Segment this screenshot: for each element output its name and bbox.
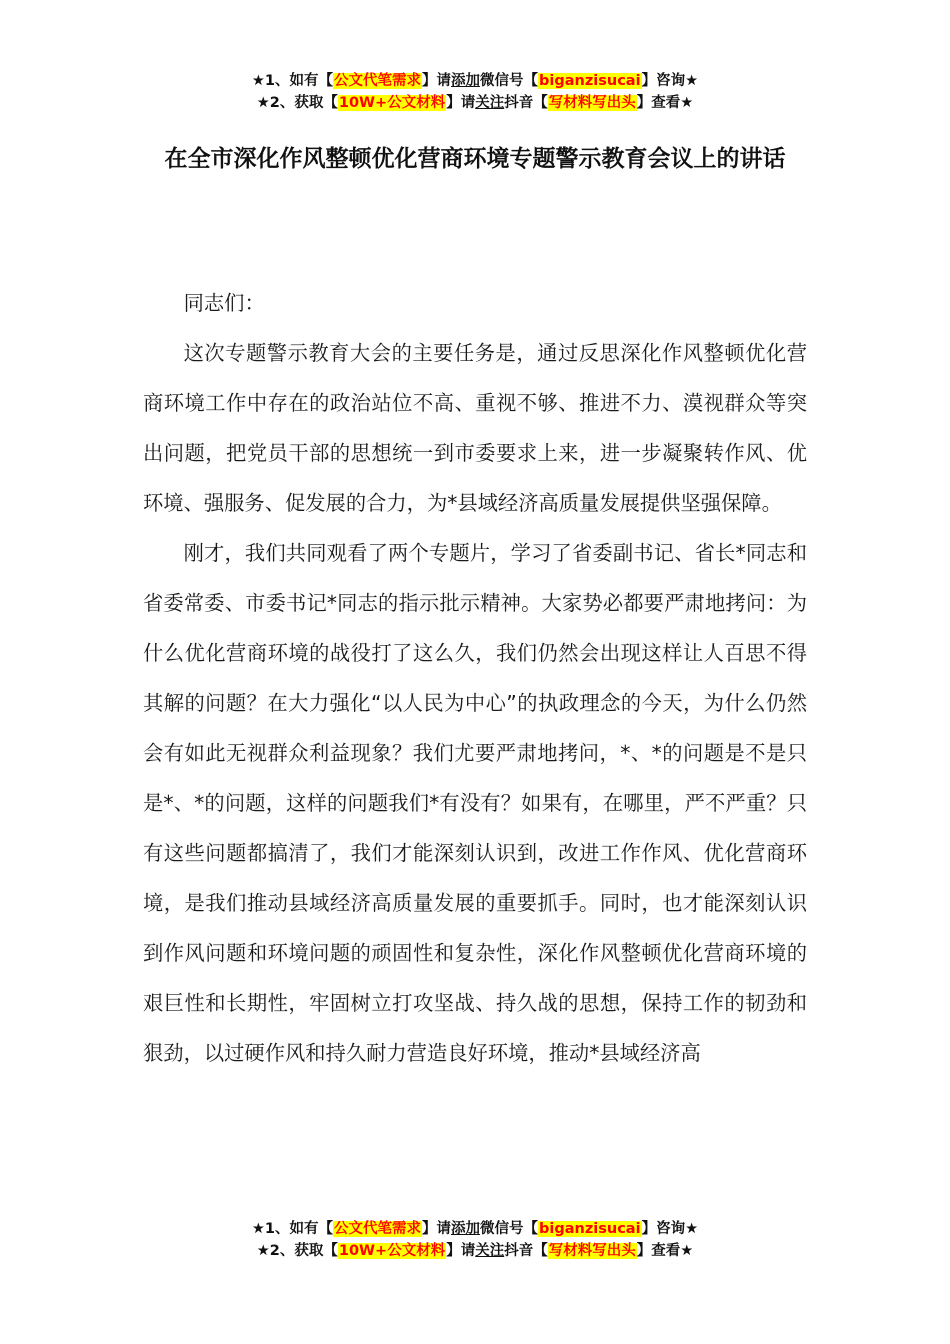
promo-douyin-id: 写材料写出头 <box>548 1243 636 1259</box>
paragraph: 这次专题警示教育大会的主要任务是，通过反思深化作风整顿优化营商环境工作中存在的政治站位不高、重视不够、推进不力、漠视群众等突出问题，把党员干部的思想统一到市委要求上来，进一步凝聚转作风、优环境、强服务、促发展的合力，为*县域经济高质量发展提供坚强保障。 <box>143 341 807 515</box>
promo-line-1: ★1、如有【公文代笔需求】请添加微信号【biganzisucai】咨询★ <box>251 73 699 89</box>
promo-douyin-id: 写材料写出头 <box>548 95 636 111</box>
promo-line-2: ★2、获取【10W+公文材料】请关注抖音【写材料写出头】查看★ <box>256 95 694 111</box>
paragraph: 刚才，我们共同观看了两个专题片，学习了省委副书记、省长*同志和省委常委、市委书记*同志的指示批示精神。大家势必都要严肃地拷问：为什么优化营商环境的战役打了这么久，我们仍然会出现这样让人百思不得其解的问题？在大力强化“以人民为中心”的执政理念的今天，为什么仍然会有如此无视群众利益现象？我们尤要严肃地拷问，*、*的问题是不是只是*、*的问题，这样的问题我们*有没有？如果有，在哪里，严不严重？只有这些问题都搞清了，我们才能深刻认识到，改进工作作风、优化营商环境，是我们推动县域经济高质量发展的重要抓手。同时，也才能深刻认识到作风问题和环境问题的顽固性和复杂性，深化作风整顿优化营商环境的艰巨性和长期性，牢固树立打攻坚战、持久战的思想，保持工作的韧劲和狠劲，以过硬作风和持久耐力营造良好环境，推动*县域经济高 <box>143 541 807 1065</box>
promo-wechat-id: biganzisucai <box>539 1221 641 1237</box>
promo-highlight: 10W+公文材料 <box>338 95 446 111</box>
promo-highlight: 公文代笔需求 <box>334 73 422 89</box>
document-body <box>143 278 807 1078</box>
promo-highlight: 10W+公文材料 <box>338 1243 446 1259</box>
promo-wechat-id: biganzisucai <box>539 73 641 89</box>
salutation: 同志们： <box>183 291 265 315</box>
document-title: 在全市深化作风整顿优化营商环境专题警示教育会议上的讲话 <box>164 146 786 172</box>
promo-highlight: 公文代笔需求 <box>334 1221 422 1237</box>
promo-footer <box>0 1218 950 1262</box>
promo-line-2: ★2、获取【10W+公文材料】请关注抖音【写材料写出头】查看★ <box>256 1243 694 1259</box>
promo-header <box>0 70 950 114</box>
promo-line-1: ★1、如有【公文代笔需求】请添加微信号【biganzisucai】咨询★ <box>251 1221 699 1237</box>
